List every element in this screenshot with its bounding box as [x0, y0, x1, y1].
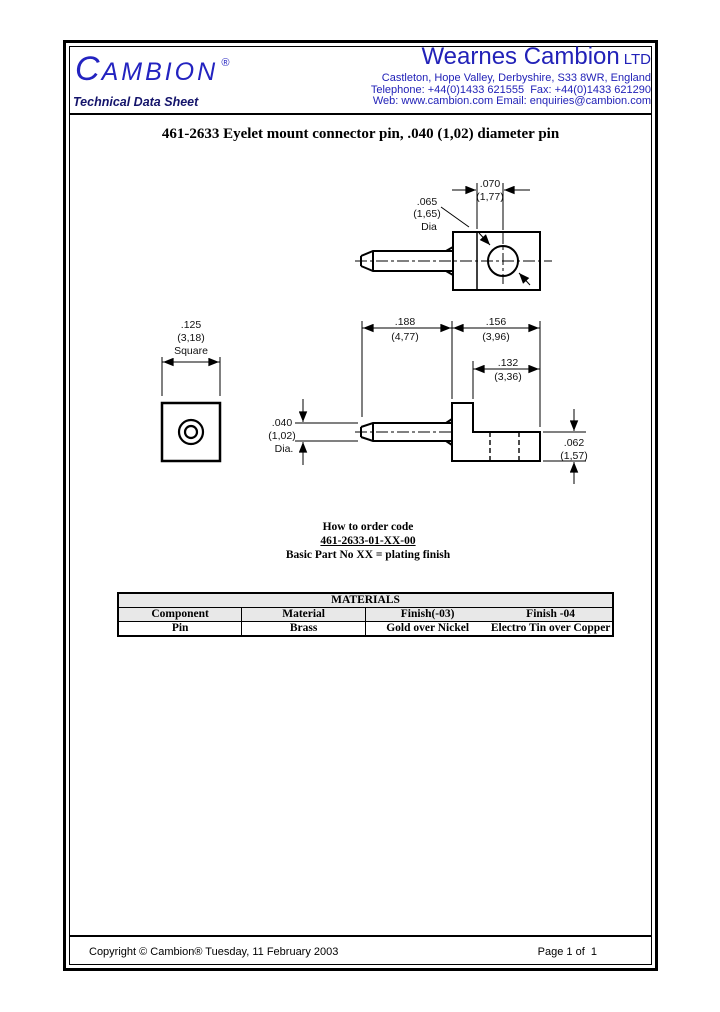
company-web-email: Web: www.cambion.com Email: enquiries@cambion.com [372, 95, 651, 107]
dim-label: .132 [497, 357, 519, 369]
footer-copyright: Copyright © Cambion® Tuesday, 11 February 2003 [89, 946, 339, 958]
side-view-drawing [268, 316, 587, 484]
cell-finish-04: Electro Tin over Copper [490, 622, 611, 634]
page-title: 461-2633 Eyelet mount connector pin, .040 (1,02) diameter pin [161, 126, 560, 142]
dim-label: Dia. [274, 443, 294, 455]
dim-label: (3,36) [494, 371, 522, 383]
tagline: Technical Data Sheet [73, 95, 199, 109]
company-name: Wearnes Cambion [421, 43, 620, 70]
footer-page-number: Page 1 of 1 [537, 946, 597, 958]
col-header-finish-03: Finish(-03) [366, 608, 490, 622]
table-row [118, 622, 613, 637]
dim-label: (1,57) [560, 450, 588, 462]
dim-label: .062 [563, 437, 585, 449]
company-phone-fax: Telephone: +44(0)1433 621555 Fax: +44(0)1433 621290 [370, 83, 651, 96]
order-code: 461-2633-01-XX-00 [320, 535, 416, 547]
col-header-material: Material [242, 608, 366, 622]
dim-label: (1,77) [476, 191, 504, 203]
order-heading: How to order code [322, 521, 414, 533]
dim-label: .065 [416, 196, 438, 208]
table-title-row [118, 593, 613, 608]
dim-label: .188 [394, 316, 416, 328]
dim-label: Dia [421, 221, 437, 233]
cell-component: Pin [118, 622, 242, 637]
table-title: MATERIALS [118, 593, 613, 608]
dim-label: .070 [479, 178, 501, 190]
dim-label: (3,96) [482, 331, 510, 343]
logo-text: AMBION [101, 58, 219, 86]
company-suffix: LTD [623, 51, 651, 68]
materials-table [117, 592, 614, 637]
dim-label: .125 [180, 319, 202, 331]
dim-label: .156 [485, 316, 507, 328]
cell-finish-03: Gold over Nickel [386, 622, 470, 634]
dim-label: (4,77) [391, 331, 419, 343]
dim-label: (1,02) [268, 430, 296, 442]
order-note: Basic Part No XX = plating finish [285, 549, 451, 561]
logo-initial: C [75, 50, 102, 88]
cell-material: Brass [242, 622, 366, 637]
col-header-finish-04: Finish -04 [489, 608, 613, 622]
company-address: Castleton, Hope Valley, Derbyshire, S33 8WR, England [381, 72, 651, 84]
top-view-drawing [355, 178, 552, 290]
col-header-component: Component [118, 608, 242, 622]
dim-label: Square [174, 345, 208, 357]
dim-label: .040 [271, 417, 293, 429]
order-code-block [78, 520, 658, 562]
end-view-drawing [162, 319, 220, 461]
dim-label: (3,18) [177, 332, 205, 344]
registered-mark-icon: ® [221, 57, 230, 69]
dim-label: (1,65) [413, 208, 441, 220]
table-header-row [118, 608, 613, 622]
